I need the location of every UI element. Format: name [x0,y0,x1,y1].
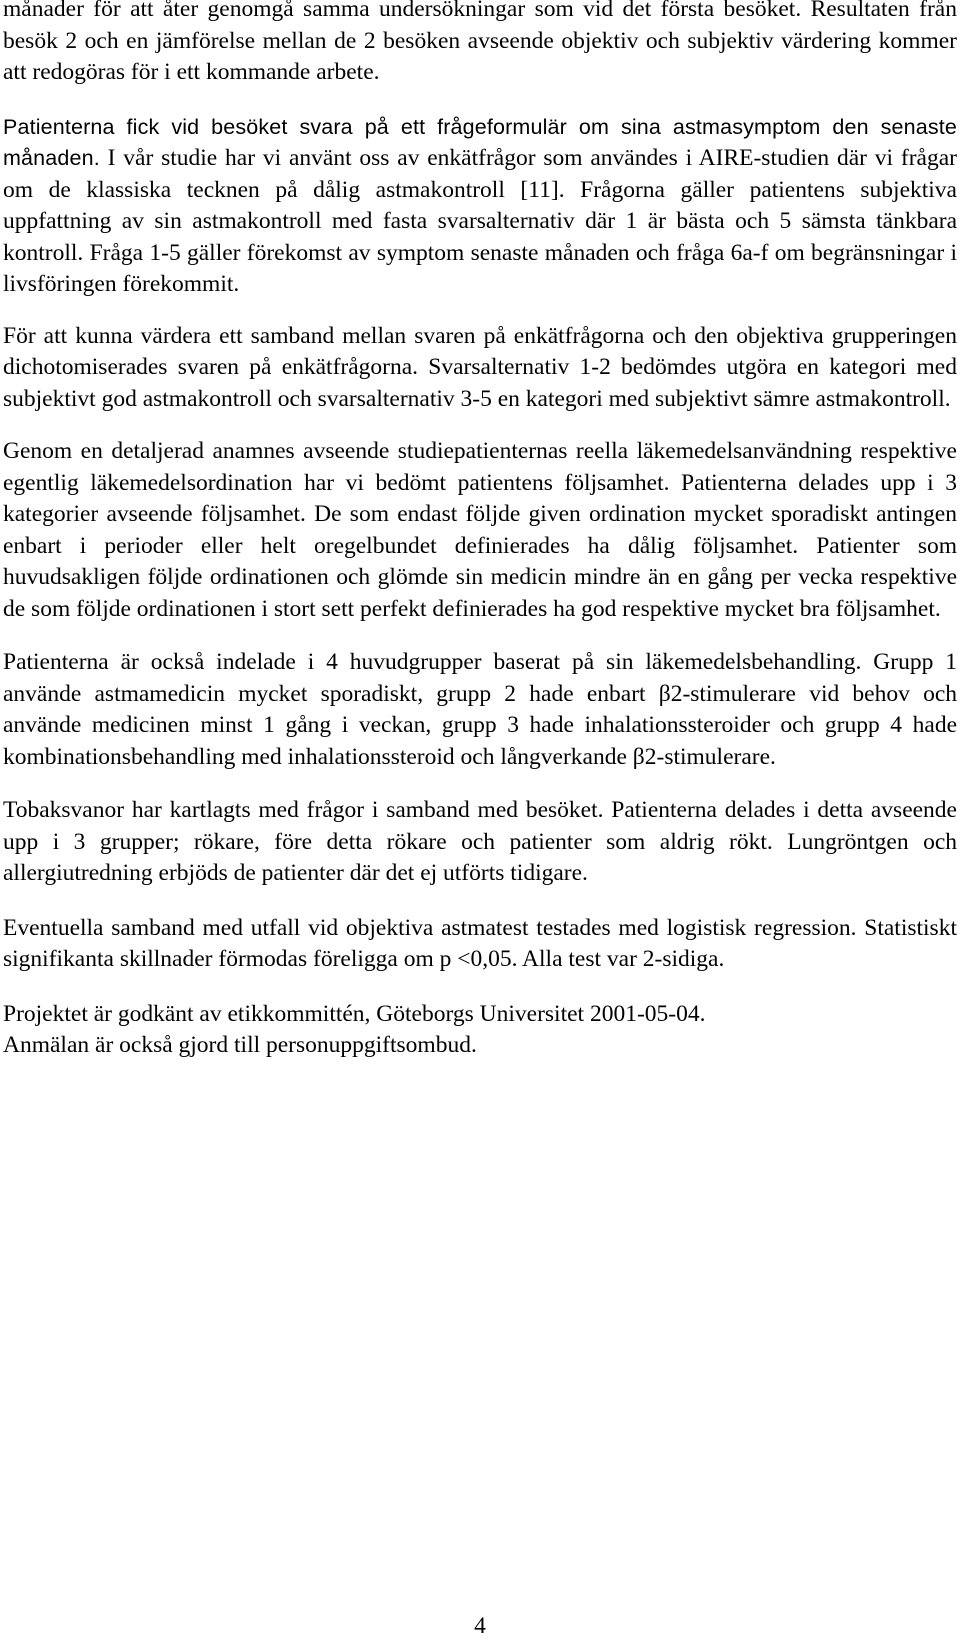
ethics-line-registration: Anmälan är också gjord till personuppgiftsombud. [3,1032,477,1058]
paragraph-ethics [3,999,957,1062]
paragraph-statistics: Eventuella samband med utfall vid objektiva astmatest testades med logistisk regression. Statistiskt signifikanta skillnader förmodas föreligga om p <0,05. Alla test var 2-sidiga. [3,914,957,972]
document-page [3,0,957,1085]
paragraph-questionnaire [3,112,957,301]
questionnaire-sans-sentence: Patienterna fick vid besöket svara på ett frågeformulär om sina astmasymptom den senaste månaden. [3,114,957,170]
paragraph-dichotomised: För att kunna värdera ett samband mellan svaren på enkätfrågorna och den objektiva grupperingen dichotomiserades svaren på enkätfrågorna. Svarsalternativ 1-2 bedömdes utgöra en kategori med subjektivt god astmakontroll och svarsalternativ 3-5 en kategori med subjektivt sämre astmakontroll. [3,322,957,412]
paragraph-treatment-groups: Patienterna är också indelade i 4 huvudgrupper baserat på sin läkemedelsbehandling. Grupp 1 använde astmamedicin mycket sporadiskt, grupp 2 hade enbart β2-stimulerare vid behov och använde medicinen minst 1 gång i veckan, grupp 3 hade inhalationssteroider och grupp 4 hade kombinationsbehandling med inhalationssteroid och långverkande β2-stimulerare. [3,649,957,770]
page-number: 4 [474,1613,486,1639]
paragraph-intro-continuation: månader för att åter genomgå samma undersökningar som vid det första besöket. Resultaten från besök 2 och en jämförelse mellan de 2 besöken avseende objektiv och subjektiv värdering kommer att redogöras för i ett kommande arbete. [3,0,957,85]
paragraph-compliance: Genom en detaljerad anamnes avseende studiepatienternas reella läkemedelsanvändning respektive egentlig läkemedelsordination har vi bedömt patientens följsamhet. Patienterna delades upp i 3 kategorier avseende följsamhet. De som endast följde given ordination mycket sporadiskt antingen enbart i perioder eller helt oregelbundet definierades ha dålig följsamhet. Patienter som huvudsakligen följde ordinationen och glömde sin medicin mindre än en gång per vecka respektive de som följde ordinationen i stort sett perfekt definierades ha god respektive mycket bra följsamhet. [3,438,957,622]
ethics-line-approval: Projektet är godkänt av etikkommittén, Göteborgs Universitet 2001-05-04. [3,1000,706,1027]
paragraph-smoking: Tobaksvanor har kartlagts med frågor i samband med besöket. Patienterna delades i detta avseende upp i 3 grupper; rökare, före detta rökare och patienter som aldrig rökt. Lungröntgen och allergiutredning erbjöds de patienter där det ej utförts tidigare. [3,797,957,886]
questionnaire-serif-text: I vår studie har vi använt oss av enkätfrågor som användes i AIRE-studien där vi frågar om de klassiska tecknen på dålig astmakontroll [11]. Frågorna gäller patientens subjektiva uppfattning av sin astmakontroll med fasta svarsalternativ där 1 är bästa och 5 sämsta tänkbara kontroll. Fråga 1-5 gäller förekomst av symptom senaste månaden och fråga 6a-f om begränsningar i livsföringen förekommit. [3,145,957,297]
